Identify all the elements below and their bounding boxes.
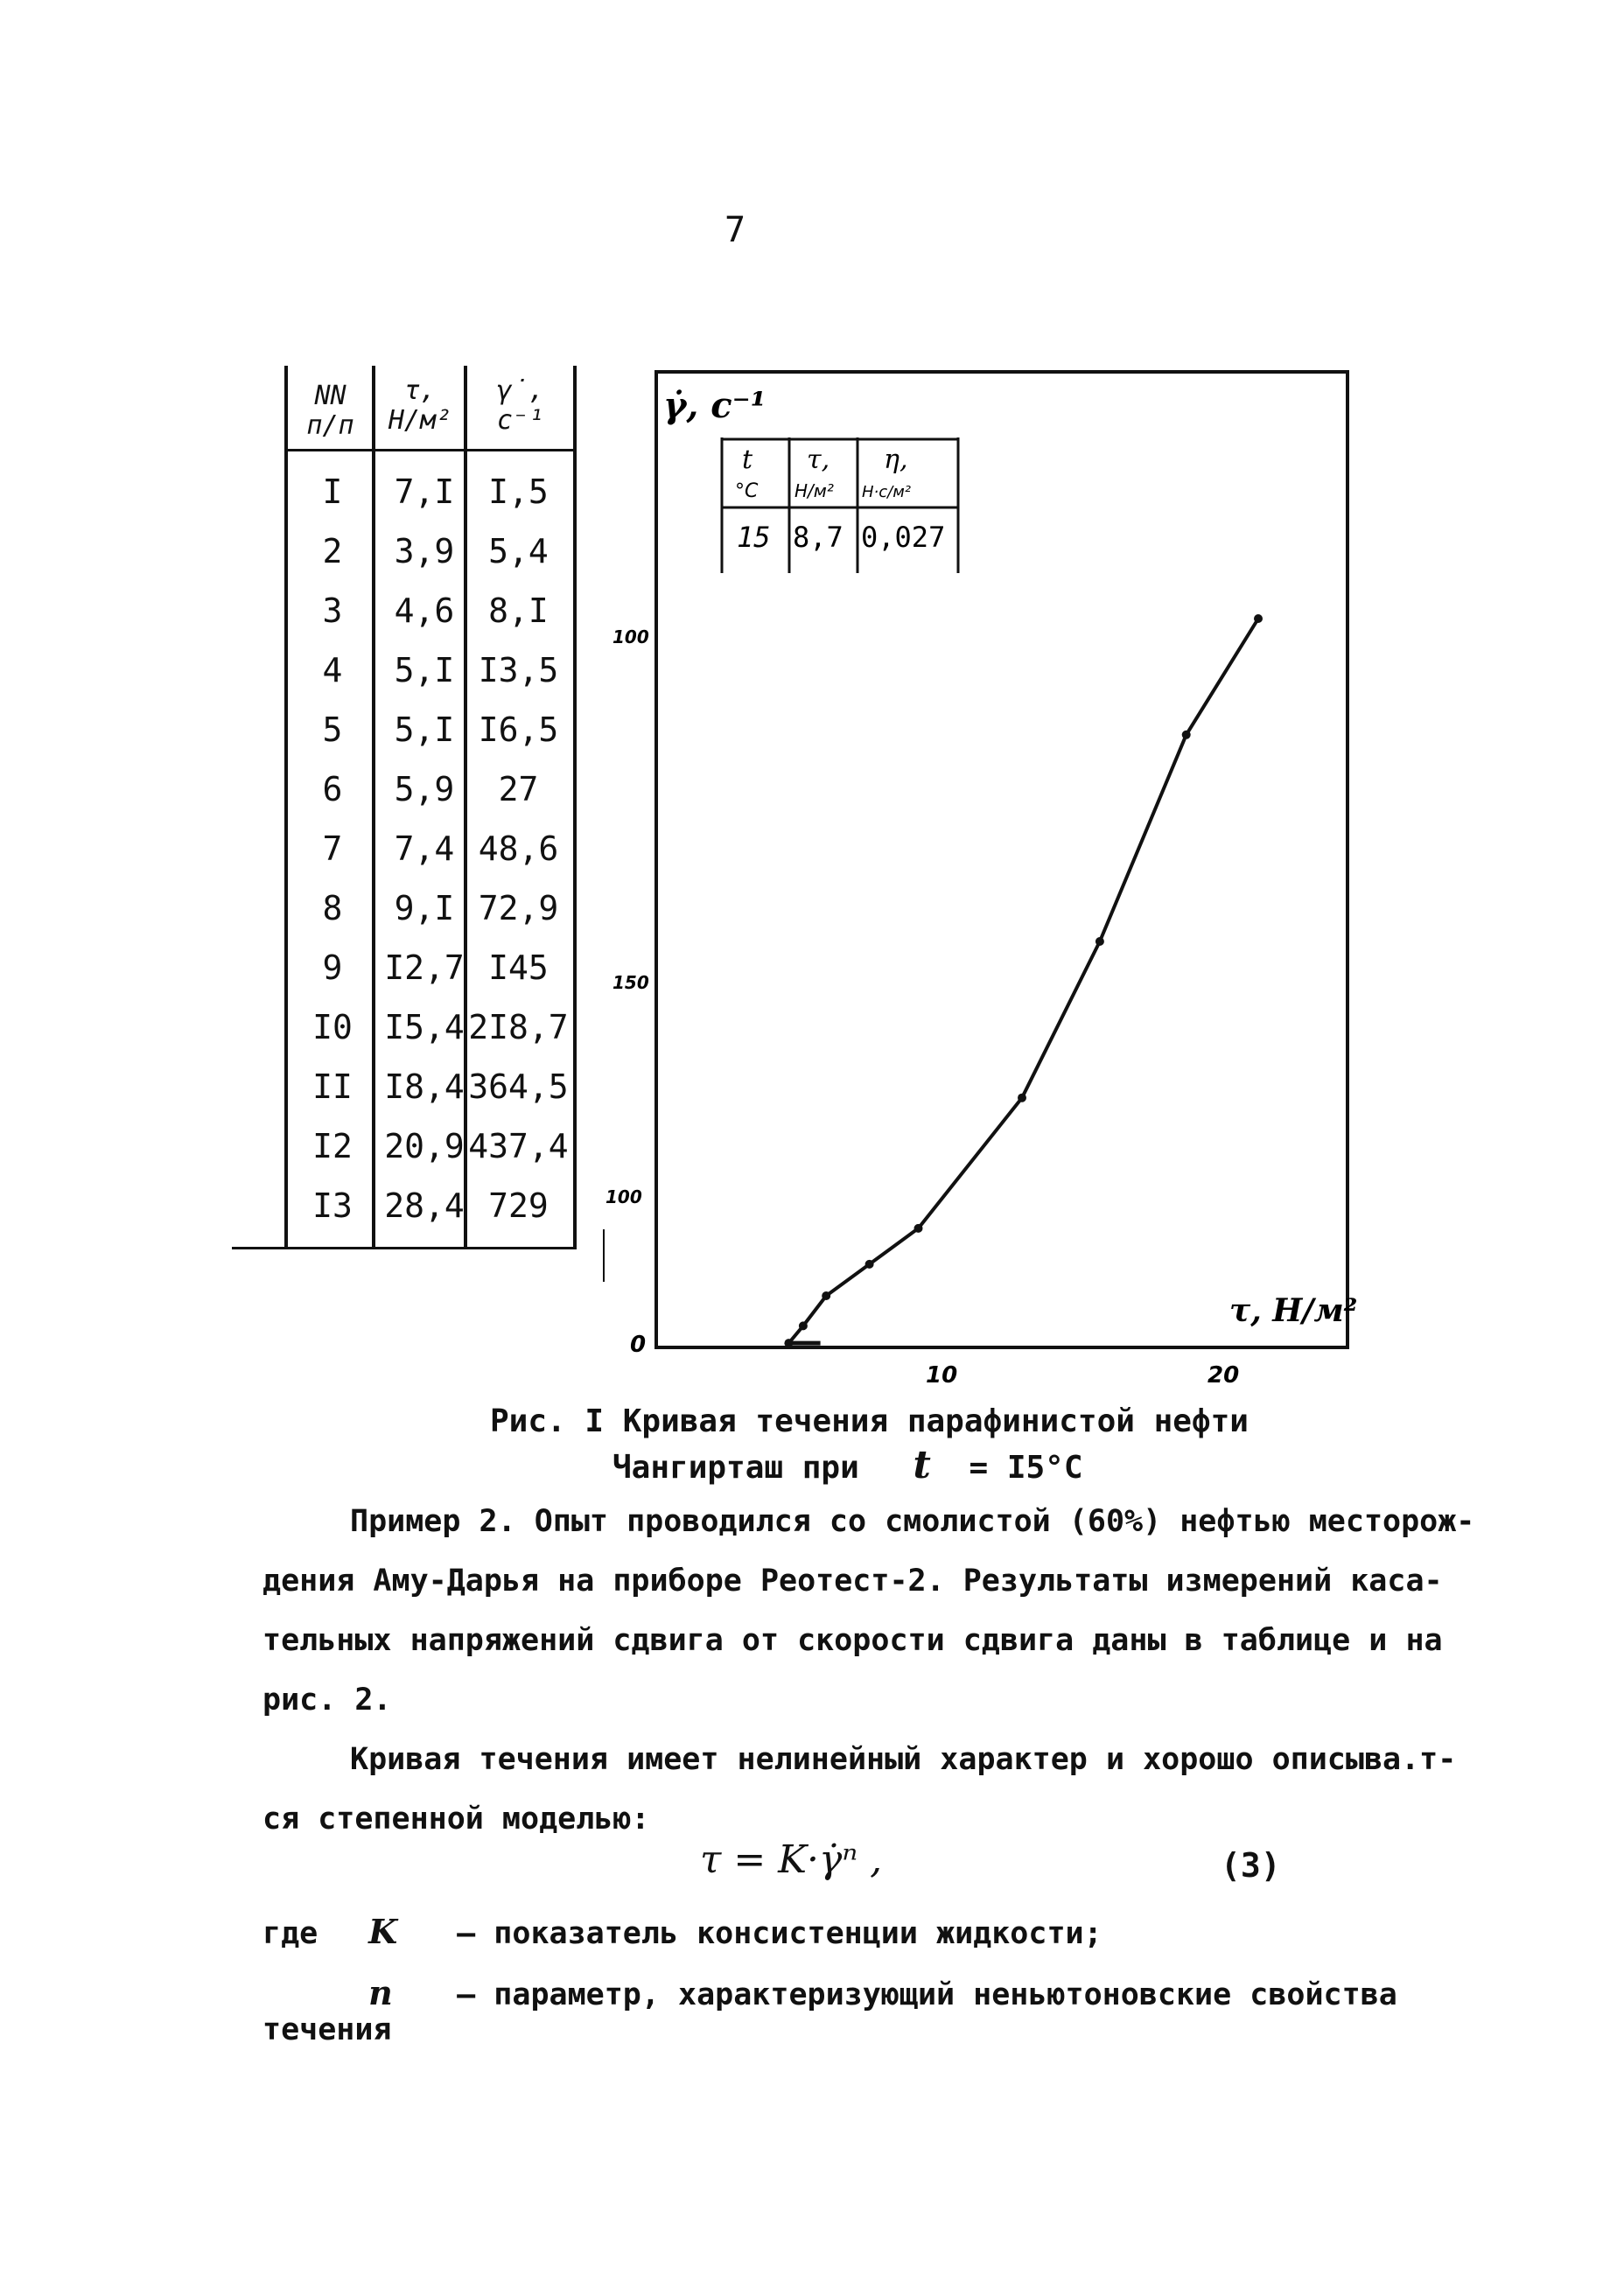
flow-curve-line	[788, 619, 1258, 1343]
table-bottom-rule	[232, 1247, 577, 1249]
header-rate-line2: с⁻¹	[496, 405, 545, 436]
inset-header: Н/м²	[794, 480, 834, 501]
inset-header: η,	[884, 444, 908, 475]
data-point	[1096, 937, 1104, 946]
table-cell: 4	[322, 651, 343, 689]
data-point	[784, 1339, 793, 1347]
y-tick-label: 100	[612, 626, 649, 647]
table-cell: 8	[322, 889, 343, 927]
y-tick-label: 150	[612, 972, 649, 993]
plot-frame	[656, 372, 1348, 1347]
caption-line-1: Рис. I Кривая течения парафинистой нефти	[490, 1403, 1249, 1439]
caption-line-2	[490, 1444, 1278, 1490]
header-stress-line1: τ,	[403, 375, 437, 406]
inset-value: 15	[737, 521, 771, 554]
table-cell: 5,9	[394, 770, 455, 808]
definition-text: – параметр, характеризующий неньютоновские свойства течения	[262, 1977, 1397, 2047]
page-number: 7	[724, 210, 746, 250]
data-point	[914, 1224, 923, 1233]
table-cell: I5,4	[384, 1008, 465, 1046]
table-cell: 4,6	[394, 591, 455, 630]
table-header-rule	[284, 449, 577, 451]
data-point	[822, 1291, 830, 1300]
table-cell: I2,7	[384, 948, 465, 987]
definition-symbol: K	[368, 1912, 398, 1951]
inset-header: °С	[735, 480, 759, 502]
paragraph-line: дения Аму-Дарья на приборе Реотест-2. Результаты измерений каса-	[262, 1564, 1443, 1599]
table-cell: I0	[312, 1008, 353, 1046]
definition-k	[262, 1912, 1488, 1951]
table-cell: I3,5	[478, 651, 559, 689]
table-cell: 729	[488, 1186, 549, 1225]
caption-line-2-end: = I5°С	[969, 1450, 1083, 1486]
parameter-inset-table	[722, 437, 958, 573]
power-law-formula: τ = K·γ̇ⁿ ,	[700, 1837, 883, 1882]
inset-value: 8,7	[793, 521, 844, 554]
y-tick-label: 0	[630, 1332, 647, 1358]
table-cell: I,5	[488, 472, 549, 511]
table-cell: I8,4	[384, 1067, 465, 1106]
table-cell: 7	[322, 829, 343, 868]
inset-header: t	[742, 444, 753, 475]
table-cell: 72,9	[478, 889, 559, 927]
table-cell: 364,5	[468, 1067, 569, 1106]
header-index	[293, 381, 368, 441]
header-stress-line2: Н/м²	[388, 405, 452, 436]
table-cell: I	[322, 472, 343, 511]
table-cell: 20,9	[384, 1127, 465, 1165]
definition-n	[262, 1973, 1488, 2047]
table-cell: 6	[322, 770, 343, 808]
paragraph-line: рис. 2.	[262, 1683, 392, 1718]
caption-line-2-start: Чангирташ при	[612, 1450, 859, 1486]
table-cell: 3,9	[394, 532, 455, 570]
x-tick-labels	[926, 1362, 1239, 1389]
table-cell: 8,I	[488, 591, 549, 630]
table-cell: 5,4	[488, 532, 549, 570]
table-cell: 3	[322, 591, 343, 630]
data-table	[232, 366, 582, 1249]
y-tick-labels	[606, 626, 649, 1358]
table-cell: I45	[488, 948, 549, 987]
table-cell: I6,5	[478, 710, 559, 749]
y-tick-label: 100	[606, 1186, 642, 1207]
table-cell: 5,I	[394, 710, 455, 749]
header-rate-line1: γ̇,	[496, 375, 545, 406]
equation-number: (3)	[1221, 1846, 1281, 1885]
inset-header: Н·с/м²	[862, 483, 912, 501]
table-rule	[284, 366, 288, 1249]
definition-text: – показатель консистенции жидкости;	[457, 1916, 1102, 1951]
paragraph-line: тельных напряжений сдвига от скорости сдвига даны в таблице и на	[262, 1623, 1443, 1658]
data-point	[1182, 731, 1191, 739]
paragraph-line: ся степенной моделью:	[262, 1802, 650, 1837]
inset-header: τ,	[807, 444, 830, 475]
table-cell: 2I8,7	[468, 1008, 569, 1046]
chart-svg	[595, 354, 1382, 1404]
caption-symbol-t: t	[913, 1443, 931, 1487]
table-cell: 7,I	[394, 472, 455, 511]
x-axis-label: τ, Н/м²	[1229, 1292, 1358, 1329]
header-index-line1: NN	[314, 381, 346, 411]
header-rate	[472, 376, 569, 436]
header-stress	[381, 376, 459, 436]
table-cell: 5	[322, 710, 343, 749]
flow-curve-chart	[595, 354, 1382, 1404]
data-point	[1254, 614, 1263, 623]
table-cell: 9,I	[394, 889, 455, 927]
table-cell: 437,4	[468, 1127, 569, 1165]
table-cell: 27	[498, 770, 539, 808]
table-rule	[573, 366, 577, 1249]
figure-caption	[490, 1400, 1278, 1490]
table-cell: 2	[322, 532, 343, 570]
table-cell: 5,I	[394, 651, 455, 689]
table-cell: I2	[312, 1127, 353, 1165]
table-cell: 7,4	[394, 829, 455, 868]
paragraph-line: Кривая течения имеет нелинейный характер и хорошо описыва.т-	[350, 1742, 1457, 1777]
data-point	[799, 1321, 808, 1330]
definition-prefix: где	[262, 1916, 318, 1951]
y-axis-label: γ̇, с⁻¹	[663, 385, 766, 426]
table-cell: 48,6	[478, 829, 559, 868]
paragraph-line: Пример 2. Опыт проводился со смолистой (60%) нефтью месторож-	[350, 1504, 1475, 1539]
data-point	[1018, 1094, 1026, 1102]
table-cell: 9	[322, 948, 343, 987]
flow-curve-series	[784, 614, 1263, 1347]
x-tick-label: 10	[926, 1362, 958, 1389]
inset-value: 0,027	[861, 521, 946, 554]
table-cell: II	[312, 1067, 353, 1106]
table-cell: 28,4	[384, 1186, 465, 1225]
header-index-line2: п/п	[306, 410, 354, 441]
table-cell: I3	[312, 1186, 353, 1225]
x-tick-label: 20	[1208, 1362, 1240, 1389]
definition-symbol: n	[368, 1973, 393, 2012]
data-point	[865, 1260, 874, 1269]
